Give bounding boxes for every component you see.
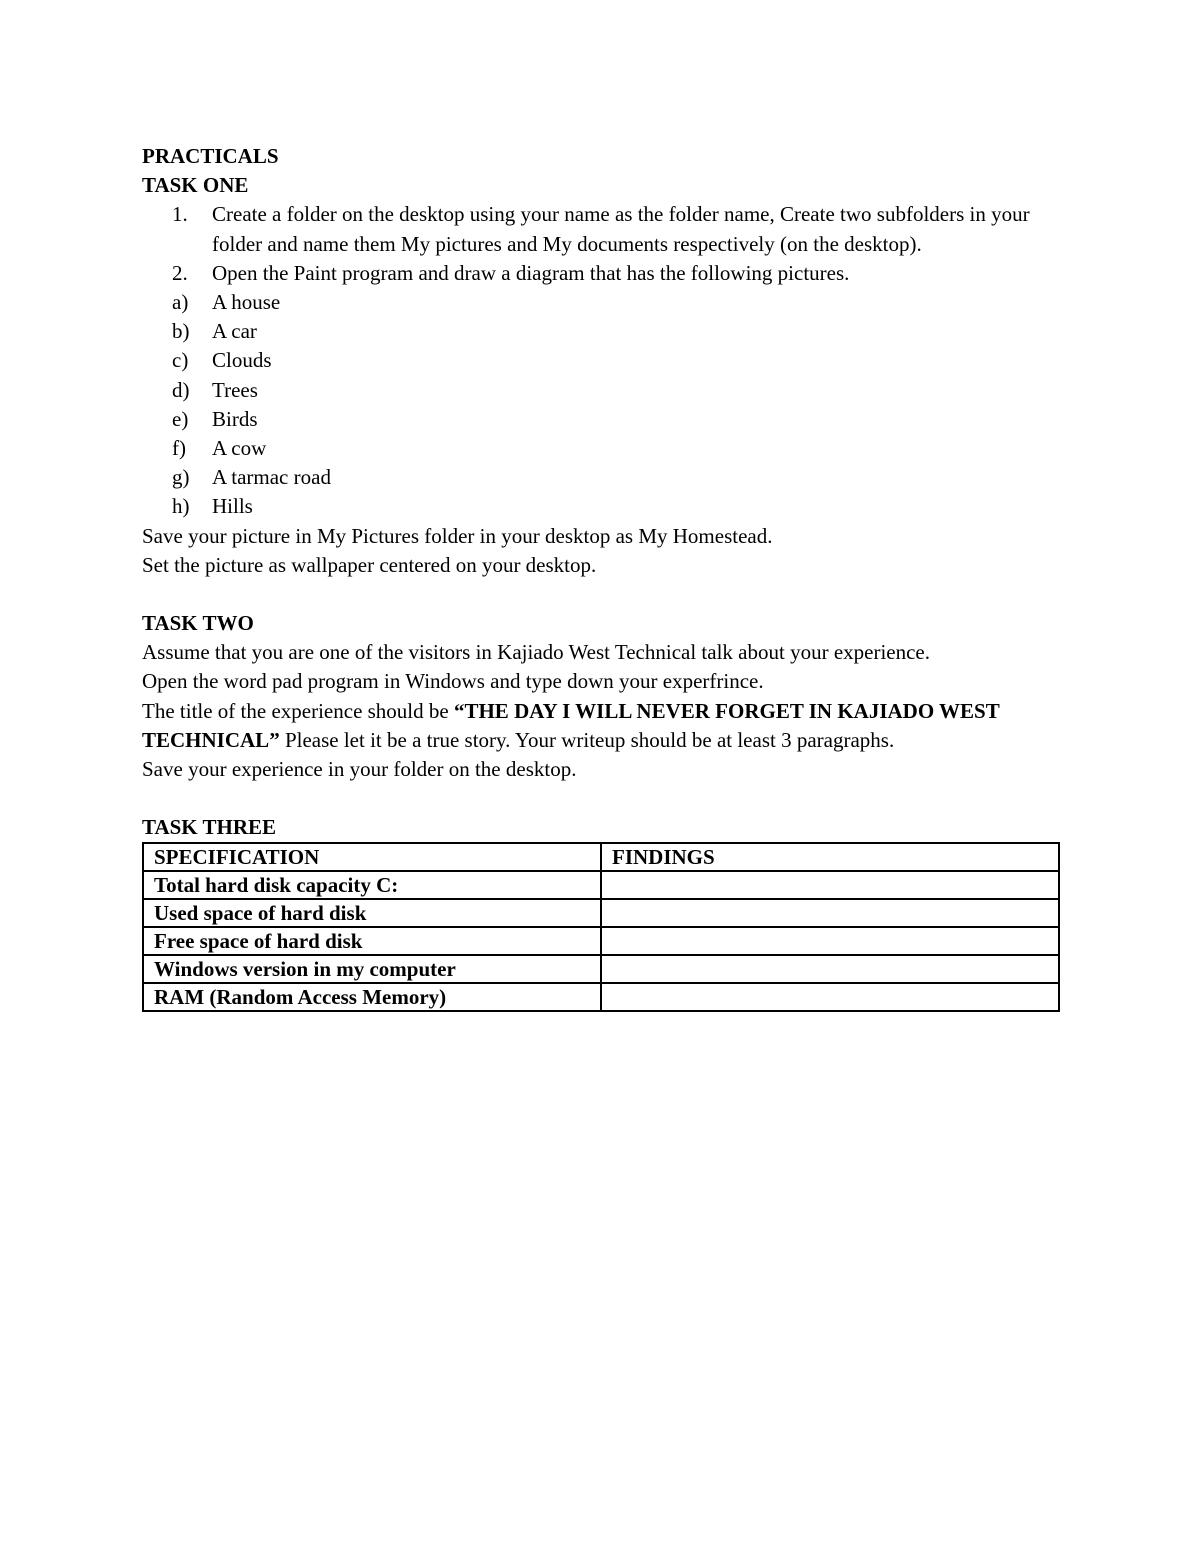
list-item bbox=[172, 492, 1060, 521]
task-one-list bbox=[142, 200, 1060, 521]
table-cell: Windows version in my computer bbox=[143, 955, 601, 983]
table-cell bbox=[601, 871, 1059, 899]
list-marker: g) bbox=[172, 465, 190, 490]
list-marker: 1. bbox=[172, 202, 188, 227]
list-marker: c) bbox=[172, 348, 189, 373]
task-two-line-4: Save your experience in your folder on the desktop. bbox=[142, 757, 577, 782]
table-row bbox=[143, 955, 1059, 983]
list-item bbox=[172, 405, 1060, 434]
table-cell: Free space of hard disk bbox=[143, 927, 601, 955]
task-two-line-3-post: Please let it be a true story. Your writeup should be at least 3 paragraphs. bbox=[279, 727, 895, 752]
list-item-text: Hills bbox=[212, 494, 253, 519]
list-item-text: A tarmac road bbox=[212, 465, 331, 490]
list-marker: e) bbox=[172, 406, 189, 431]
list-item-text: A car bbox=[212, 319, 257, 344]
table-cell: Used space of hard disk bbox=[143, 899, 601, 927]
task-two-title-paragraph bbox=[142, 697, 1042, 755]
list-item-text: Open the Paint program and draw a diagram that has the following pictures. bbox=[212, 260, 850, 285]
list-item-text: A cow bbox=[212, 436, 267, 461]
task-one-title: TASK ONE bbox=[142, 173, 249, 198]
table-cell bbox=[601, 927, 1059, 955]
list-marker: a) bbox=[172, 290, 189, 315]
list-item bbox=[172, 288, 1060, 317]
list-item bbox=[172, 259, 1060, 288]
list-item bbox=[172, 434, 1060, 463]
list-item-text: Birds bbox=[212, 406, 258, 431]
list-item-text: Clouds bbox=[212, 348, 272, 373]
save-instruction: Save your picture in My Pictures folder in your desktop as My Homestead. bbox=[142, 523, 773, 548]
table-cell bbox=[601, 955, 1059, 983]
task-three-title: TASK THREE bbox=[142, 815, 277, 840]
list-item bbox=[172, 200, 1060, 258]
list-item-text: A house bbox=[212, 290, 281, 315]
experience-title: “THE DAY I WILL NEVER FORGET IN KAJIADO WEST TECHNICAL” bbox=[142, 698, 1000, 752]
list-item-text: Create a folder on the desktop using your name as the folder name, Create two subfolders in your folder and name them My pictures and My documents respectively (on the desktop). bbox=[212, 202, 1030, 256]
task-two-line-2: Open the word pad program in Windows and type down your experfrince. bbox=[142, 669, 764, 694]
task-two-line-3-pre: The title of the experience should be bbox=[142, 698, 454, 723]
list-marker: 2. bbox=[172, 260, 188, 285]
specification-table bbox=[142, 842, 1060, 1012]
table-header-row bbox=[143, 843, 1059, 871]
section-spacer bbox=[142, 784, 1060, 813]
page-heading: PRACTICALS bbox=[142, 144, 279, 168]
list-marker: b) bbox=[172, 319, 190, 344]
table-cell: RAM (Random Access Memory) bbox=[143, 983, 601, 1011]
table-row bbox=[143, 927, 1059, 955]
list-item bbox=[172, 463, 1060, 492]
table-row bbox=[143, 871, 1059, 899]
table-row bbox=[143, 983, 1059, 1011]
list-marker: h) bbox=[172, 494, 190, 519]
task-two-title: TASK TWO bbox=[142, 611, 254, 636]
table-row bbox=[143, 899, 1059, 927]
document-page bbox=[142, 142, 1060, 1012]
list-item bbox=[172, 376, 1060, 405]
task-two-line-1: Assume that you are one of the visitors in Kajiado West Technical talk about your experience. bbox=[142, 640, 931, 665]
list-marker: f) bbox=[172, 436, 186, 461]
table-cell bbox=[601, 983, 1059, 1011]
list-marker: d) bbox=[172, 377, 190, 402]
wallpaper-instruction: Set the picture as wallpaper centered on your desktop. bbox=[142, 552, 597, 577]
list-item bbox=[172, 317, 1060, 346]
list-item-text: Trees bbox=[212, 377, 258, 402]
table-header-cell: FINDINGS bbox=[601, 843, 1059, 871]
table-header-cell: SPECIFICATION bbox=[143, 843, 601, 871]
table-cell bbox=[601, 899, 1059, 927]
section-spacer bbox=[142, 580, 1060, 609]
table-cell: Total hard disk capacity C: bbox=[143, 871, 601, 899]
list-item bbox=[172, 346, 1060, 375]
